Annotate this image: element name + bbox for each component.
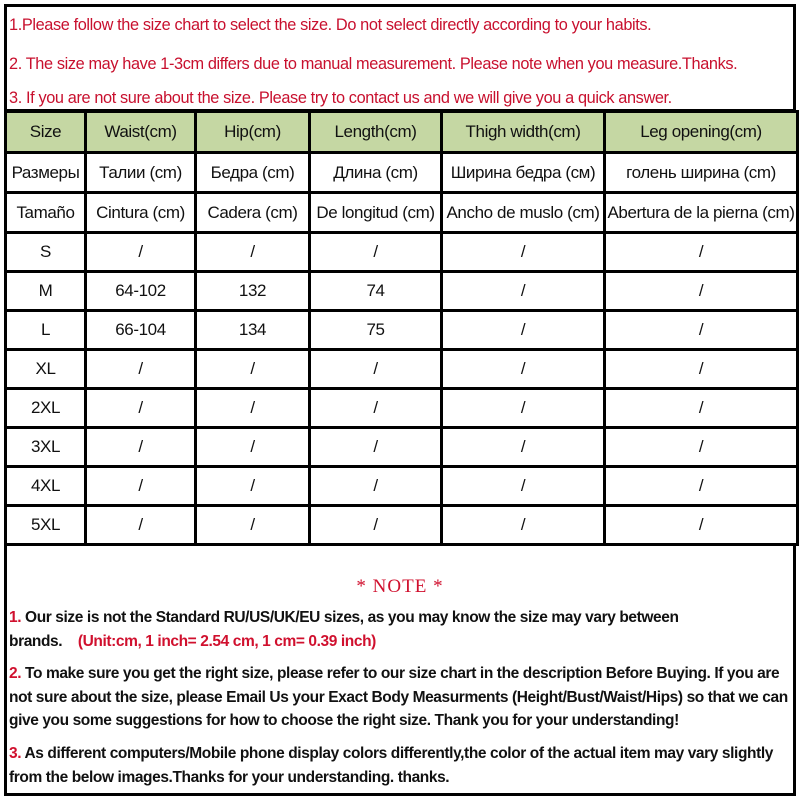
header-cell: Tamaño — [6, 193, 86, 233]
size-cell: 2XL — [6, 389, 86, 428]
value-cell: / — [310, 389, 442, 428]
value-cell: / — [196, 467, 310, 506]
value-cell: / — [442, 311, 605, 350]
header-cell: Leg opening(cm) — [605, 112, 798, 153]
value-cell: 132 — [196, 272, 310, 311]
size-cell: XL — [6, 350, 86, 389]
size-cell: 4XL — [6, 467, 86, 506]
value-cell: / — [86, 506, 196, 545]
table-row — [6, 389, 798, 428]
unit-conversion: (Unit:cm, 1 inch= 2.54 cm, 1 cm= 0.39 inch) — [77, 632, 376, 650]
value-cell: / — [605, 311, 798, 350]
size-cell: 3XL — [6, 428, 86, 467]
value-cell: / — [605, 272, 798, 311]
table-row — [6, 233, 798, 272]
header-cell: Размеры — [6, 153, 86, 193]
value-cell: / — [605, 428, 798, 467]
value-cell: / — [442, 506, 605, 545]
table-row — [6, 311, 798, 350]
value-cell: / — [86, 350, 196, 389]
header-cell: De longitud (cm) — [310, 193, 442, 233]
header-cell: Abertura de la pierna (cm) — [605, 193, 798, 233]
note-text: As different computers/Mobile phone display colors differently,the color of the actual item may vary slightly from the below images.Thanks for your understanding. thanks. — [9, 745, 773, 786]
header-row-english — [6, 112, 798, 153]
value-cell: / — [442, 428, 605, 467]
value-cell: / — [605, 467, 798, 506]
header-cell: голень ширина (cm) — [605, 153, 798, 193]
value-cell: 75 — [310, 311, 442, 350]
value-cell: / — [86, 233, 196, 272]
header-cell: Size — [6, 112, 86, 153]
value-cell: / — [196, 233, 310, 272]
size-cell: L — [6, 311, 86, 350]
size-cell: 5XL — [6, 506, 86, 545]
value-cell: / — [310, 428, 442, 467]
value-cell: 134 — [196, 311, 310, 350]
note-paragraph-2 — [9, 662, 789, 733]
value-cell: 66-104 — [86, 311, 196, 350]
header-cell: Waist(cm) — [86, 112, 196, 153]
value-cell: / — [442, 233, 605, 272]
value-cell: / — [310, 506, 442, 545]
note-number: 2. — [9, 665, 22, 682]
note-title: * NOTE * — [356, 576, 444, 597]
value-cell: / — [196, 389, 310, 428]
value-cell: / — [605, 389, 798, 428]
value-cell: 64-102 — [86, 272, 196, 311]
intro-line-1: 1.Please follow the size chart to select the size. Do not select directly according to your habits. — [9, 15, 652, 34]
header-row-spanish — [6, 193, 798, 233]
header-cell: Ancho de muslo (cm) — [442, 193, 605, 233]
value-cell: / — [442, 389, 605, 428]
header-cell: Thigh width(cm) — [442, 112, 605, 153]
value-cell: / — [442, 272, 605, 311]
note-section — [4, 570, 796, 796]
note-number: 3. — [9, 745, 22, 762]
size-table — [4, 110, 799, 546]
value-cell: 74 — [310, 272, 442, 311]
note-text: To make sure you get the right size, please refer to our size chart in the description Before Buying. If you are not sure about the size, please Email Us your Exact Body Measurments (Height/Bust/Waist/Hips) so that we can give you some suggestions for how to choose the right size. Thank you for your understanding! — [9, 665, 788, 729]
value-cell: / — [442, 350, 605, 389]
size-cell: S — [6, 233, 86, 272]
value-cell: / — [196, 506, 310, 545]
value-cell: / — [310, 467, 442, 506]
size-cell: M — [6, 272, 86, 311]
intro-line-2: 2. The size may have 1-3cm differs due to manual measurement. Please note when you measure.Thanks. — [9, 54, 738, 73]
value-cell: / — [310, 233, 442, 272]
header-cell: Талии (cm) — [86, 153, 196, 193]
note-text: Our size is not the Standard RU/US/UK/EU sizes, as you may know the size may vary between brands. — [9, 609, 679, 650]
note-paragraph-3 — [9, 742, 789, 789]
value-cell: / — [86, 467, 196, 506]
header-cell: Length(cm) — [310, 112, 442, 153]
value-cell: / — [196, 428, 310, 467]
header-row-russian — [6, 153, 798, 193]
table-row — [6, 272, 798, 311]
value-cell: / — [605, 506, 798, 545]
header-cell: Длина (cm) — [310, 153, 442, 193]
value-cell: / — [310, 350, 442, 389]
header-cell: Cadera (cm) — [196, 193, 310, 233]
intro-instructions — [4, 4, 796, 112]
header-cell: Ширина бедра (см) — [442, 153, 605, 193]
note-number: 1. — [9, 609, 22, 626]
value-cell: / — [86, 389, 196, 428]
table-row — [6, 506, 798, 545]
table-row — [6, 428, 798, 467]
value-cell: / — [196, 350, 310, 389]
table-row — [6, 350, 798, 389]
value-cell: / — [442, 467, 605, 506]
value-cell: / — [605, 233, 798, 272]
header-cell: Бедра (cm) — [196, 153, 310, 193]
intro-line-3: 3. If you are not sure about the size. Please try to contact us and we will give you a quick answer. — [9, 88, 672, 107]
value-cell: / — [605, 350, 798, 389]
header-cell: Cintura (cm) — [86, 193, 196, 233]
note-paragraph-1 — [9, 606, 789, 653]
value-cell: / — [86, 428, 196, 467]
table-row — [6, 467, 798, 506]
header-cell: Hip(cm) — [196, 112, 310, 153]
